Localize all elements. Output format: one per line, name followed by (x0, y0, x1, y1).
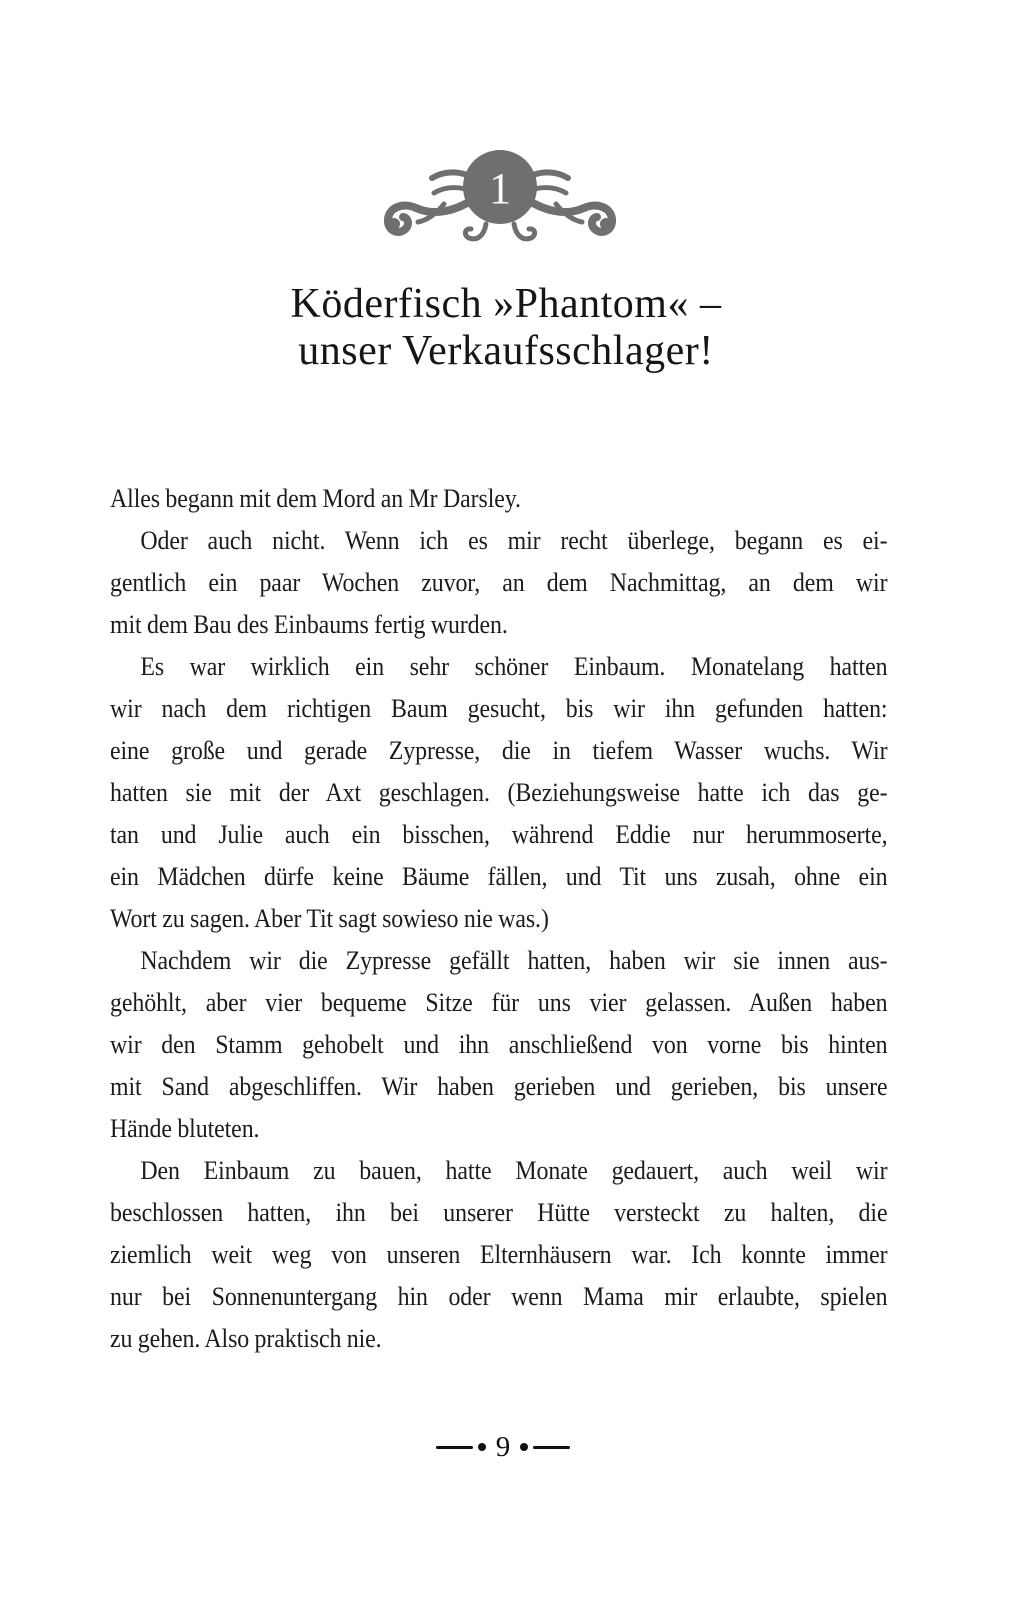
text-line: gehöhlt, aber vier bequeme Sitze für uns vier gelassen. Außen haben (110, 988, 888, 1017)
footer-dot-left-icon (478, 1443, 486, 1451)
text-line: Nachdem wir die Zypresse gefällt hatten, haben wir sie innen aus- (140, 946, 888, 975)
footer-dot-right-icon (520, 1443, 528, 1451)
page-footer (0, 1431, 1006, 1463)
chapter-title (0, 281, 1012, 375)
chapter-title-line2: unser Verkaufsschlager! (298, 328, 714, 374)
footer-dash-right-icon (533, 1446, 570, 1449)
text-line: eine große und gerade Zypresse, die in tiefem Wasser wuchs. Wir (110, 736, 888, 765)
footer-dash-left-icon (436, 1446, 473, 1449)
text-line: mit Sand abgeschliffen. Wir haben gerieben und gerieben, bis unsere (110, 1072, 888, 1101)
text-line: Es war wirklich ein sehr schöner Einbaum. Monatelang hatten (140, 652, 888, 681)
text-line: ziemlich weit weg von unseren Elternhäusern war. Ich konnte immer (110, 1240, 888, 1269)
text-line: gentlich ein paar Wochen zuvor, an dem Nachmittag, an dem wir (110, 568, 888, 597)
text-line: Wort zu sagen. Aber Tit sagt sowieso nie was.) (110, 904, 549, 933)
text-line: nur bei Sonnenuntergang hin oder wenn Mama mir erlaubte, spielen (110, 1282, 888, 1311)
text-line: wir nach dem richtigen Baum gesucht, bis wir ihn gefunden hatten: (110, 694, 888, 723)
text-line: hatten sie mit der Axt geschlagen. (Beziehungsweise hatte ich das ge- (110, 778, 888, 807)
text-line: ein Mädchen dürfe keine Bäume fällen, und Tit uns zusah, ohne ein (110, 862, 888, 891)
text-line: zu gehen. Also praktisch nie. (110, 1324, 382, 1353)
text-line: Hände bluteten. (110, 1114, 260, 1143)
text-line: Oder auch nicht. Wenn ich es mir recht überlege, begann es ei- (140, 526, 888, 555)
chapter-flourish-icon (380, 144, 620, 248)
page-number: 9 (495, 1431, 511, 1463)
text-line: tan und Julie auch ein bisschen, während Eddie nur herummoserte, (110, 820, 888, 849)
text-line: Den Einbaum zu bauen, hatte Monate gedauert, auch weil wir (140, 1156, 888, 1185)
text-line: mit dem Bau des Einbaums fertig wurden. (110, 610, 508, 639)
body-text (110, 478, 887, 1360)
chapter-ornament (380, 144, 620, 248)
chapter-number: 1 (489, 164, 511, 213)
text-line: wir den Stamm gehobelt und ihn anschließend von vorne bis hinten (110, 1030, 888, 1059)
text-line: beschlossen hatten, ihn bei unserer Hütte versteckt zu halten, die (110, 1198, 888, 1227)
text-line: Alles begann mit dem Mord an Mr Darsley. (110, 484, 521, 513)
chapter-title-line1: Köderfisch »Phantom« – (290, 281, 722, 327)
